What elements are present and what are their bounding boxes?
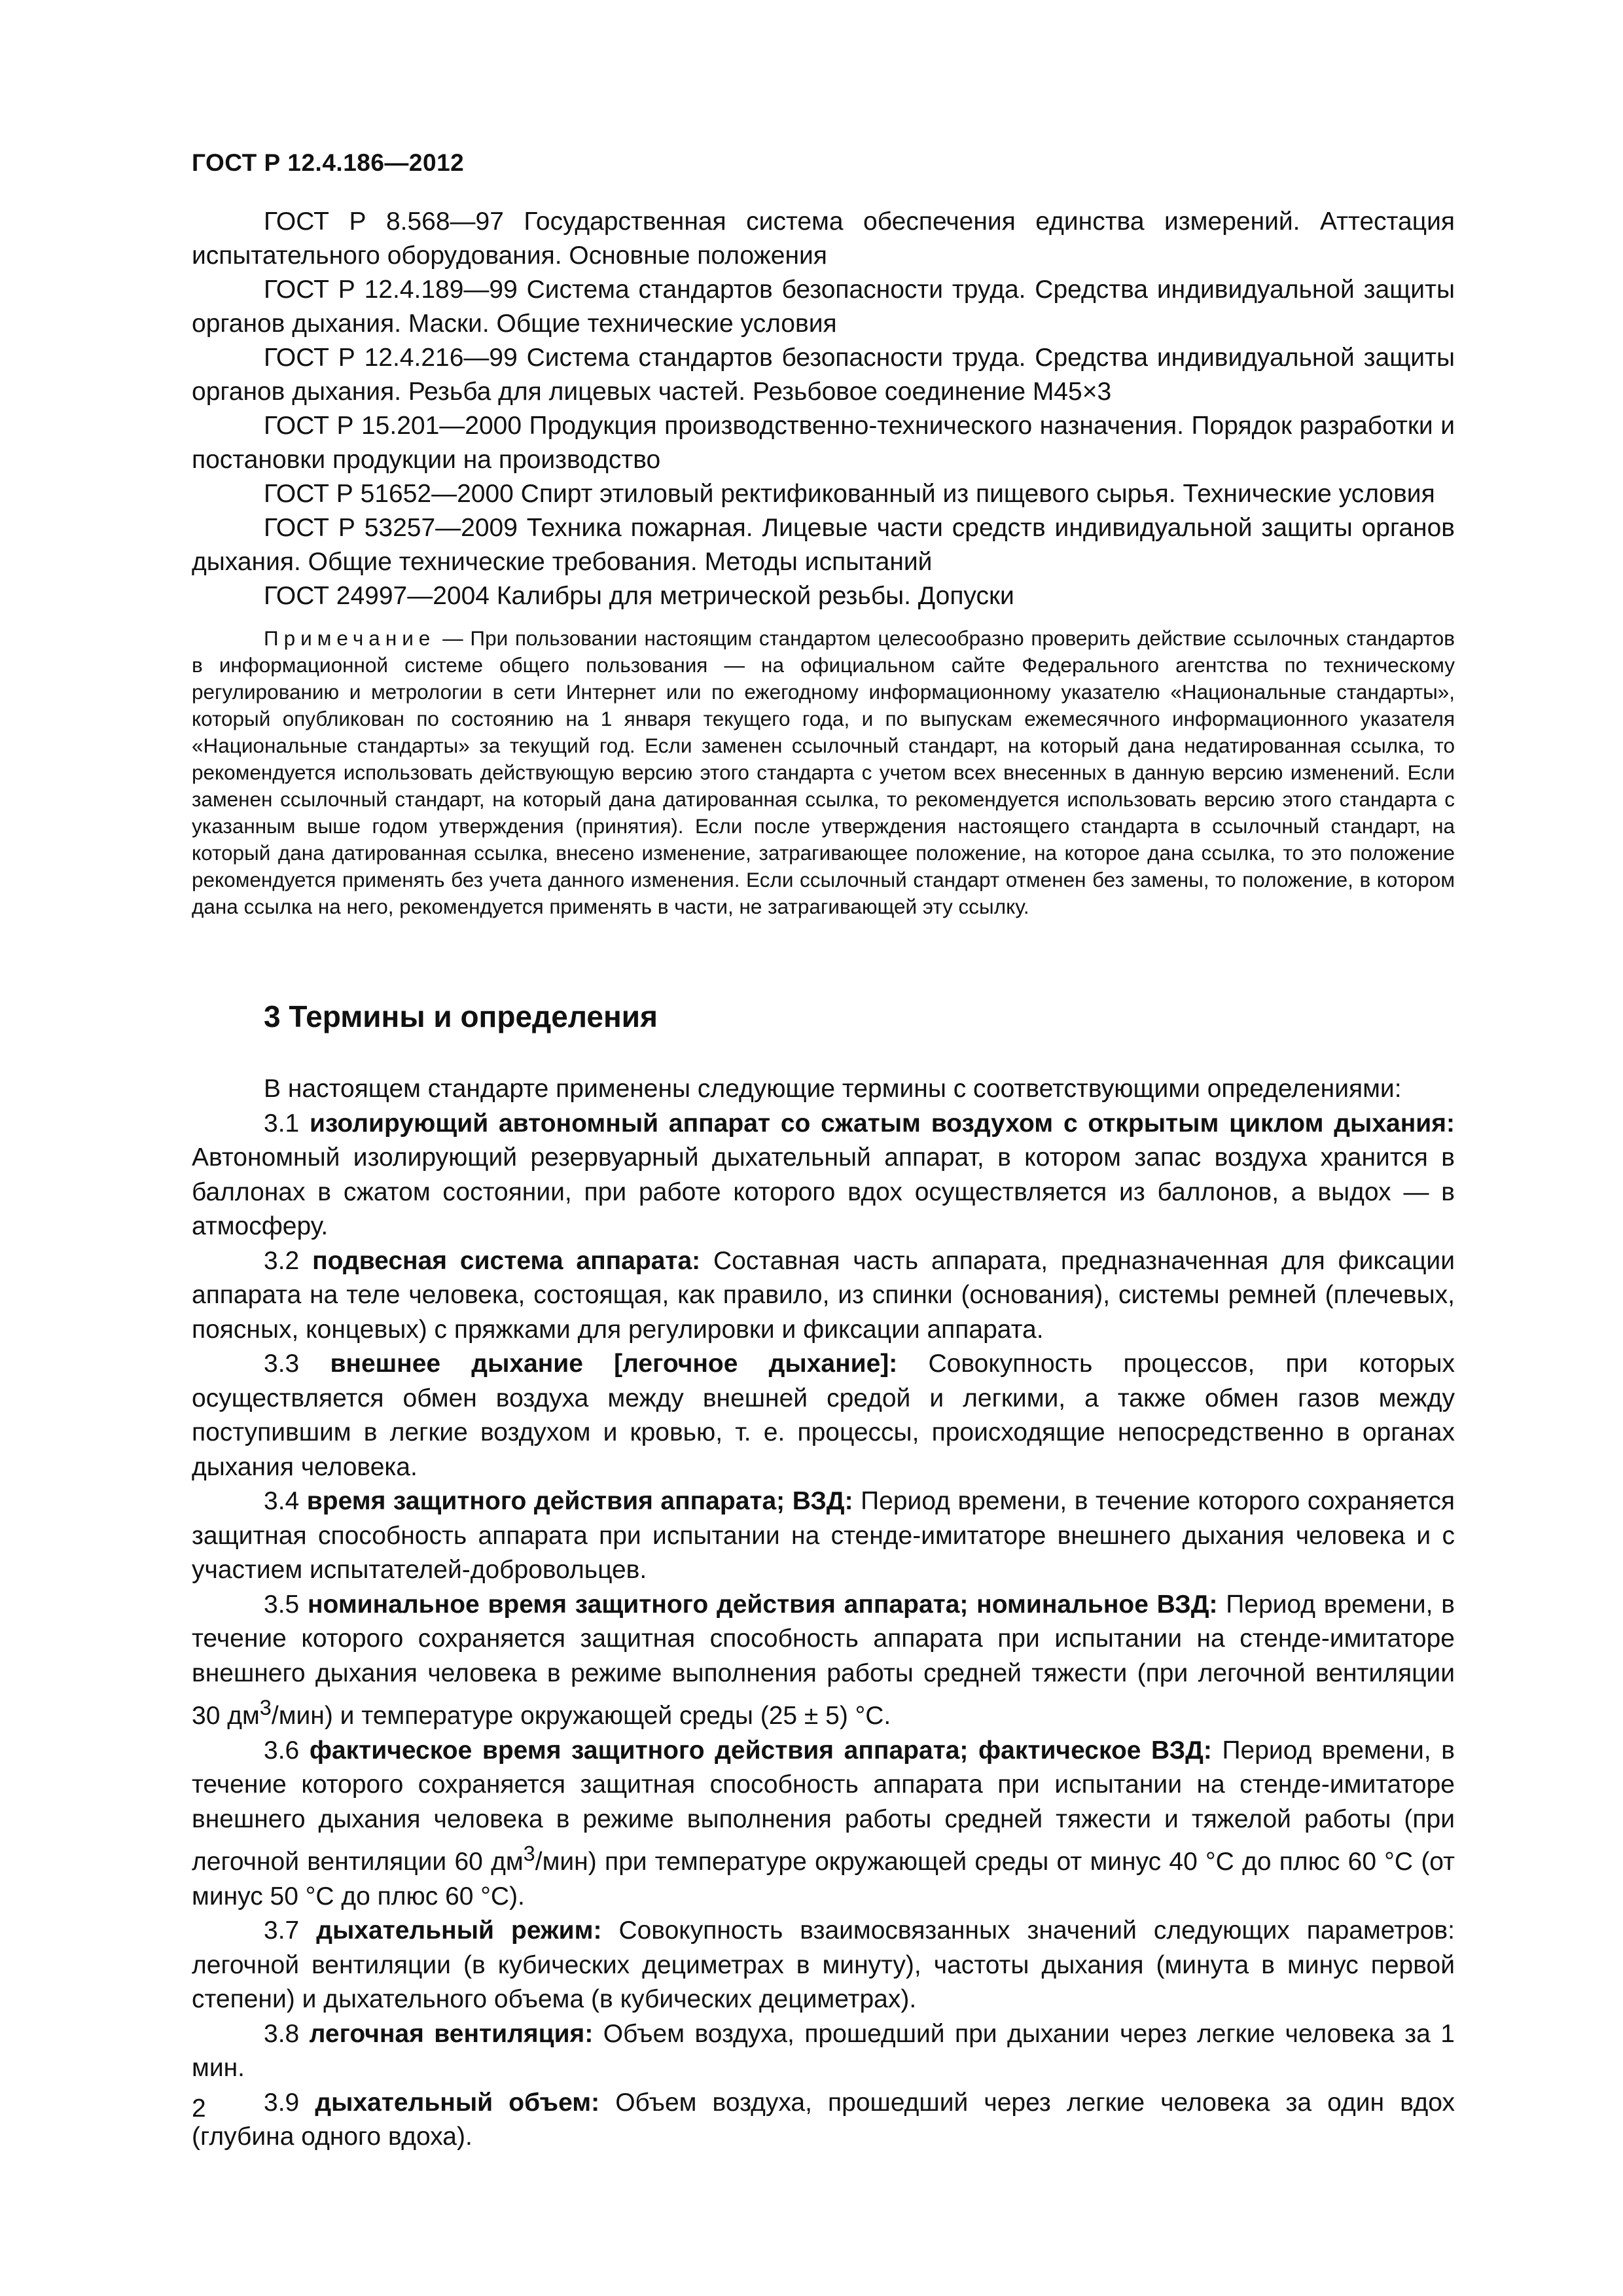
note-block (192, 625, 1455, 920)
reference-item: ГОСТ Р 51652—2000 Спирт этиловый ректификованный из пищевого сырья. Технические условия (264, 480, 1435, 508)
reference-item: ГОСТ Р 12.4.216—99 Система стандартов безопасности труда. Средства индивидуальной защиты органов дыхания. Резьба для лицевых частей. Резьбовое соединение М45×3 (192, 344, 1455, 406)
reference-item: ГОСТ 24997—2004 Калибры для метрической резьбы. Допуски (264, 582, 1014, 610)
note-label: Примечание (264, 626, 436, 650)
standard-code-header: ГОСТ Р 12.4.186—2012 (192, 149, 465, 176)
term-name: номинальное время защитного действия аппарата; номинальное ВЗД: (307, 1590, 1218, 1619)
note-paragraph (192, 625, 1455, 920)
reference-item: ГОСТ Р 8.568—97 Государственная система обеспечения единства измерений. Аттестация испытательного оборудования. Основные положения (192, 207, 1455, 270)
term-item (192, 2086, 1455, 2155)
term-number: 3.8 (264, 2019, 310, 2048)
superscript: 3 (259, 1696, 272, 1719)
term-number: 3.2 (264, 1246, 313, 1275)
normative-references-list (192, 205, 1455, 613)
term-item (192, 1588, 1455, 1734)
term-name: подвесная система аппарата: (312, 1246, 701, 1275)
note-text: — При пользовании настоящим стандартом целесообразно проверить действие ссылочных стандартов в информационной системе общего пользования — на официальном сайте Федерального агентства по техническому регулированию и метрологии в сети Интернет или по ежегодному информационному указателю «Национальные стандарты», который опубликован по состоянию на 1 января текущего года, и по выпускам ежемесячного информационного указателя «Национальные стандарты» за текущий год. Если заменен ссылочный стандарт, на который дана недатированная ссылка, то рекомендуется использовать действующую версию этого стандарта с учетом всех внесенных в данную версию изменений. Если заменен ссылочный стандарт, на который дана датированная ссылка, то рекомендуется использовать версию этого стандарта с указанным выше годом утверждения (принятия). Если после утверждения настоящего стандарта в ссылочный стандарт, на который дана датированная ссылка, внесено изменение, затрагивающее положение, на которое дана ссылка, то это положение рекомендуется применять без учета данного изменения. Если ссылочный стандарт отменен без замены, то положение, в котором дана ссылка на него, рекомендуется применять в части, не затрагивающей эту ссылку. (192, 626, 1455, 918)
page-number: 2 (192, 2094, 206, 2123)
reference-item: ГОСТ Р 12.4.189—99 Система стандартов безопасности труда. Средства индивидуальной защиты органов дыхания. Маски. Общие технические условия (192, 276, 1455, 338)
reference-item: ГОСТ Р 15.201—2000 Продукция производственно-технического назначения. Порядок разработки и постановки продукции на производство (192, 412, 1455, 474)
term-number: 3.5 (264, 1590, 308, 1619)
reference-item: ГОСТ Р 53257—2009 Техника пожарная. Лицевые части средств индивидуальной защиты органов дыхания. Общие технические требования. Методы испытаний (192, 514, 1455, 576)
term-number: 3.3 (264, 1350, 330, 1378)
term-number: 3.4 (264, 1487, 307, 1515)
term-definition: Период времени, в течение которого сохраняется защитная способность аппарата при испытании на стенде-имитаторе внешнего дыхания человека в режиме выполнения работы средней тяжести (при легочной вентиляции 30 дм (192, 1590, 1455, 1730)
term-definition: Объем воздуха, прошедший через легкие человека за один вдох (глубина одного вдоха). (192, 2088, 1455, 2151)
term-number: 3.6 (264, 1736, 310, 1765)
section-intro: В настоящем стандарте применены следующие термины с соответствующими определениями: (264, 1075, 1402, 1103)
term-item (192, 1484, 1455, 1588)
term-definition: Период времени, в течение которого сохраняется защитная способность аппарата при испытании на стенде-имитаторе внешнего дыхания человека и с участием испытателей-добровольцев. (192, 1487, 1455, 1584)
term-item (192, 1244, 1455, 1348)
term-name: дыхательный режим: (316, 1916, 602, 1945)
term-item (192, 1734, 1455, 1914)
term-item (192, 1347, 1455, 1484)
term-definition: Составная часть аппарата, предназначенная для фиксации аппарата на теле человека, состоящая, как правило, из спинки (основания), системы ремней (плечевых, поясных, концевых) с пряжками для регулировки и фиксации аппарата. (192, 1246, 1455, 1344)
term-name: фактическое время защитного действия аппарата; фактическое ВЗД: (309, 1736, 1212, 1765)
term-number: 3.1 (264, 1109, 310, 1138)
term-definition: Совокупность взаимосвязанных значений следующих параметров: легочной вентиляции (в кубических дециметрах в минуту), частоты дыхания (минута в минус первой степени) и дыхательного объема (в кубических дециметрах). (192, 1916, 1455, 2013)
term-definition-end: /мин) при температуре окружающей среды от минус 40 °С до плюс 60 °С (от минус 50 °С до плюс 60 °С). (192, 1848, 1455, 1910)
term-definition: Объем воздуха, прошедший при дыхании через легкие человека за 1 мин. (192, 2019, 1455, 2082)
terms-list (192, 1072, 1455, 2155)
term-definition: Автономный изолирующий резервуарный дыхательный аппарат, в котором запас воздуха хранится в баллонах в сжатом состоянии, при работе которого вдох осуществляется из баллонов, а выдох — в атмосферу. (192, 1143, 1455, 1240)
term-definition: Период времени, в течение которого сохраняется защитная способность аппарата при испытании на стенде-имитаторе внешнего дыхания человека в режиме выполнения работы средней тяжести и тяжелой работы (при легочной вентиляции 60 дм (192, 1736, 1455, 1876)
section-title: 3 Термины и определения (264, 999, 658, 1033)
term-number: 3.7 (264, 1916, 317, 1945)
term-name: время защитного действия аппарата; ВЗД: (306, 1487, 853, 1515)
term-definition-end: /мин) и температуре окружающей среды (25 ± 5) °С. (271, 1702, 891, 1730)
term-name: легочная вентиляция: (309, 2019, 594, 2048)
term-item (192, 1914, 1455, 2017)
term-item (192, 2017, 1455, 2086)
term-item (192, 1107, 1455, 1244)
term-number: 3.9 (264, 2088, 315, 2117)
term-name: изолирующий автономный аппарат со сжатым воздухом с открытым циклом дыхания: (310, 1109, 1455, 1138)
superscript: 3 (523, 1842, 535, 1865)
term-name: дыхательный объем: (315, 2088, 600, 2117)
term-definition: Совокупность процессов, при которых осуществляется обмен воздуха между внешней средой и легкими, а также обмен газов между поступившим в легкие воздухом и кровью, т. е. процессы, происходящие непосредственно в органах дыхания человека. (192, 1350, 1455, 1481)
term-name: внешнее дыхание [легочное дыхание]: (330, 1350, 898, 1378)
